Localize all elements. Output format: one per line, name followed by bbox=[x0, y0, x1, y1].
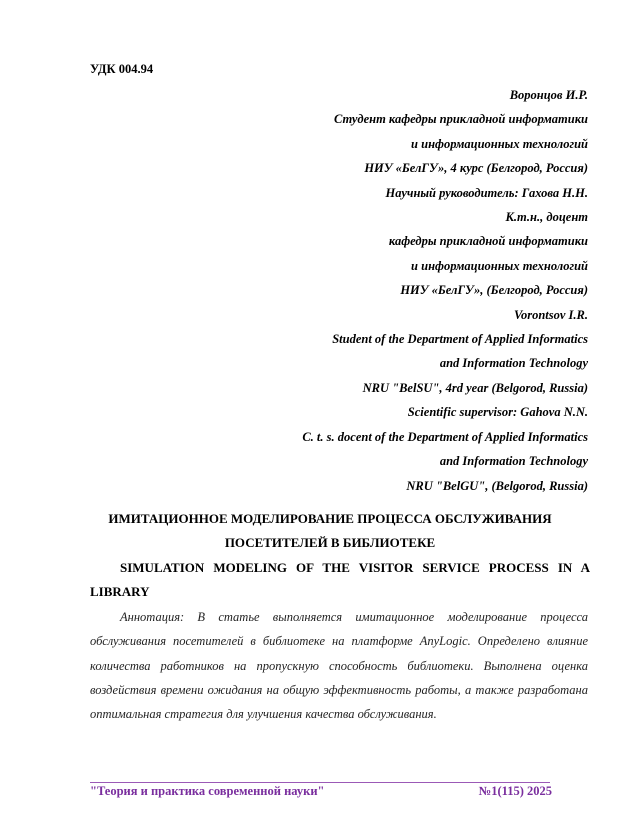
issue-number: №1(115) 2025 bbox=[478, 784, 552, 798]
footer-divider bbox=[90, 782, 550, 783]
udk-code: УДК 004.94 bbox=[90, 62, 154, 76]
author-line: and Information Technology bbox=[439, 454, 588, 469]
author-line: Vorontsov I.R. bbox=[514, 307, 588, 322]
author-line: НИУ «БелГУ», (Белгород, Россия) bbox=[400, 283, 588, 298]
author-line: и информационных технологий bbox=[411, 258, 588, 273]
author-line: NRU "BelGU", (Belgorod, Russia) bbox=[406, 478, 588, 493]
title-russian: ИМИТАЦИОННОЕ МОДЕЛИРОВАНИЕ ПРОЦЕССА ОБСЛУЖИВАНИЯ ПОСЕТИТЕЛЕЙ В БИБЛИОТЕКЕ bbox=[108, 511, 552, 550]
author-line: Scientific supervisor: Gahova N.N. bbox=[407, 405, 588, 420]
title-english: SIMULATION MODELING OF THE VISITOR SERVICE PROCESS IN A LIBRARY bbox=[90, 560, 590, 599]
author-line: Студент кафедры прикладной информатики bbox=[333, 112, 588, 127]
author-line: Научный руководитель: Гахова Н.Н. bbox=[385, 185, 588, 200]
author-line: кафедры прикладной информатики bbox=[388, 234, 588, 249]
journal-name: "Теория и практика современной науки" bbox=[90, 784, 325, 798]
author-line: and Information Technology bbox=[439, 356, 588, 371]
author-line: Student of the Department of Applied Informatics bbox=[332, 332, 588, 347]
author-line: и информационных технологий bbox=[411, 136, 588, 151]
abstract-paragraph: Аннотация: В статье выполняется имитационное моделирование процесса обслуживания посетителей в библиотеке на платформе AnyLogic. Определено влияние количества работников на пропускную способность библиотеки. Выполнена оценка воздействия времени ожидания на общую эффективность работы, а также разработана оптимальная стратегия для улучшения качества обслуживания. bbox=[90, 610, 588, 722]
author-line: К.т.н., доцент bbox=[505, 210, 588, 225]
author-line: Воронцов И.Р. bbox=[509, 88, 588, 102]
author-affiliation-block bbox=[68, 83, 588, 498]
author-line: NRU "BelSU", 4rd year (Belgorod, Russia) bbox=[362, 380, 588, 395]
page-footer bbox=[90, 784, 552, 799]
author-line: C. t. s. docent of the Department of Applied Informatics bbox=[302, 429, 588, 444]
author-line: НИУ «БелГУ», 4 курс (Белгород, Россия) bbox=[364, 161, 588, 176]
